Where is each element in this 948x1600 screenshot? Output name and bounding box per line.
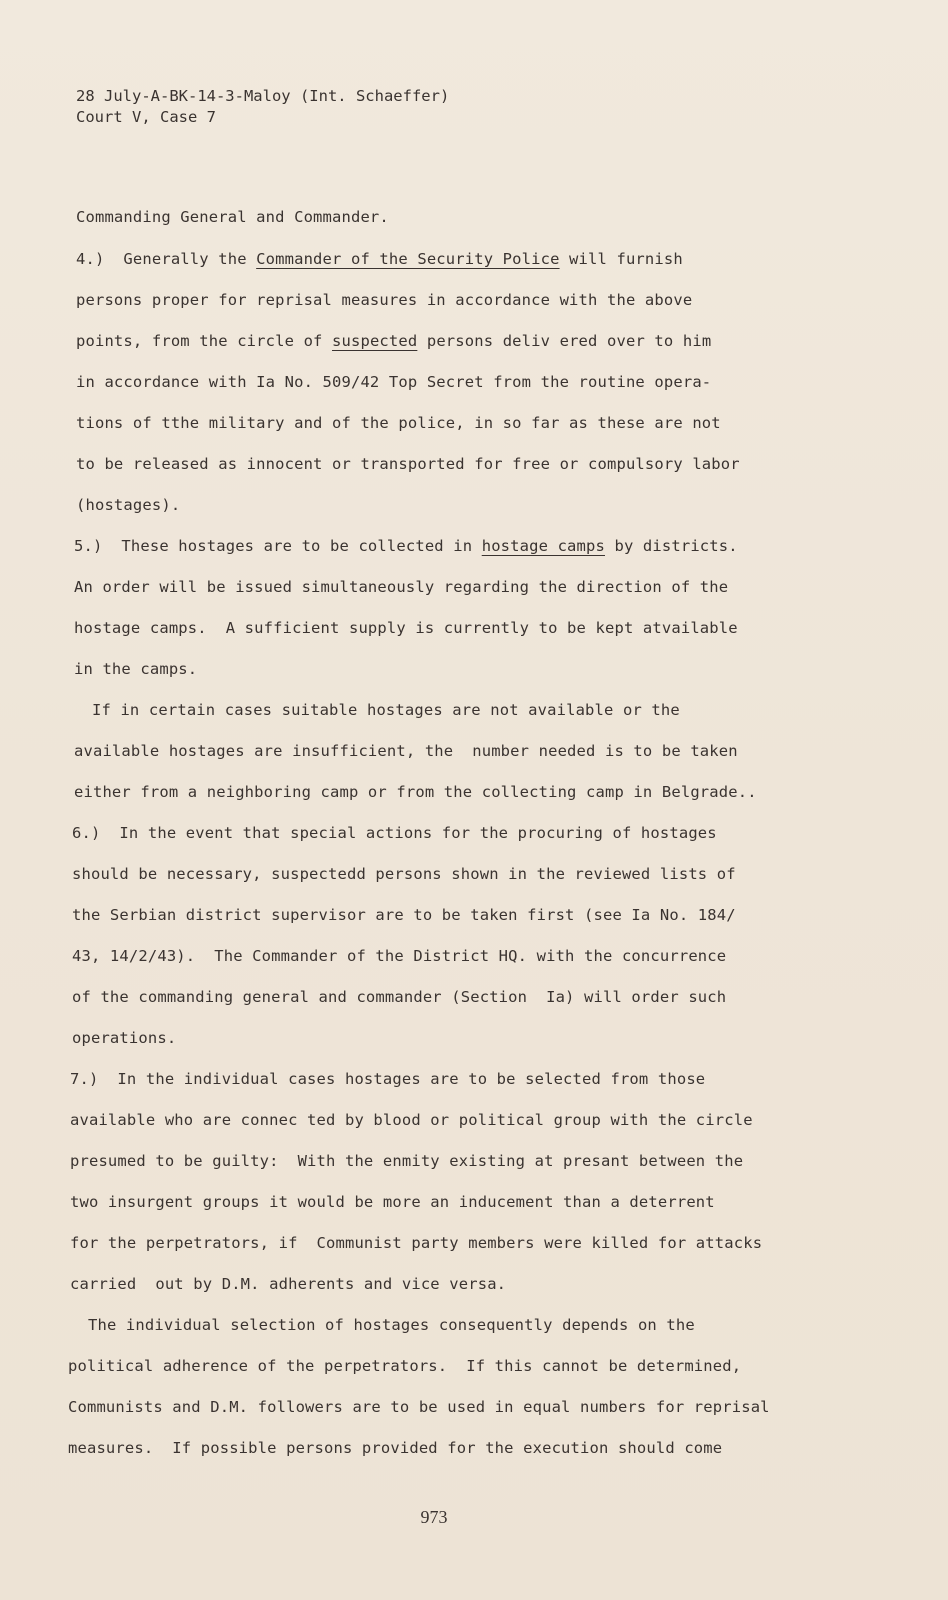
page-number: 973 <box>420 1507 448 1527</box>
document-header <box>76 86 449 128</box>
text-segment: 4.) Generally the <box>76 250 257 268</box>
text-line: If in certain cases suitable hostages are not available or the <box>92 701 680 719</box>
text-line: of the commanding general and commander (Section Ia) will order such <box>72 988 727 1006</box>
text-line: The individual selection of hostages consequently depends on the <box>88 1316 695 1334</box>
header-court-case: Court V, Case 7 <box>76 108 216 126</box>
text-line: in the camps. <box>74 660 198 678</box>
text-line: two insurgent groups it would be more an inducement than a deterrent <box>70 1193 715 1211</box>
text-segment: 5.) These hostages are to be collected in <box>74 537 482 555</box>
text-line: presumed to be guilty: With the enmity existing at presant between the <box>70 1152 744 1170</box>
text-line: political adherence of the perpetrators. If this cannot be determined, <box>68 1357 742 1375</box>
text-line: carried out by D.M. adherents and vice versa. <box>70 1275 507 1293</box>
underlined-phrase: suspected <box>332 332 418 350</box>
text-line-paragraph-7: 7.) In the individual cases hostages are to be selected from those <box>70 1070 706 1088</box>
text-line: should be necessary, suspectedd persons shown in the reviewed lists of <box>72 865 736 883</box>
text-line-paragraph-6: 6.) In the event that special actions for the procuring of hostages <box>72 824 717 842</box>
text-segment: persons deliv ered over to him <box>417 332 712 350</box>
text-line: 43, 14/2/43). The Commander of the District HQ. with the concurrence <box>72 947 727 965</box>
text-line <box>76 332 711 350</box>
text-line: measures. If possible persons provided for the execution should come <box>68 1439 723 1457</box>
text-segment: will furnish <box>559 250 683 268</box>
text-line: available hostages are insufficient, the number needed is to be taken <box>74 742 738 760</box>
text-line-paragraph-5 <box>74 537 738 555</box>
text-line: for the perpetrators, if Communist party members were killed for attacks <box>70 1234 763 1252</box>
text-line: either from a neighboring camp or from the collecting camp in Belgrade.. <box>74 783 757 801</box>
text-segment: points, from the circle of <box>76 332 333 350</box>
underlined-phrase: Commander of the Security Police <box>256 250 560 268</box>
text-segment: by districts. <box>604 537 738 555</box>
text-line: to be released as innocent or transported for free or compulsory labor <box>76 455 740 473</box>
text-line: (hostages). <box>76 496 181 514</box>
text-line: Communists and D.M. followers are to be used in equal numbers for reprisal <box>68 1398 770 1416</box>
text-line: operations. <box>72 1029 177 1047</box>
text-line: hostage camps. A sufficient supply is currently to be kept atvailable <box>74 619 738 637</box>
underlined-phrase: hostage camps <box>481 537 605 555</box>
text-line: available who are connec ted by blood or political group with the circle <box>70 1111 753 1129</box>
text-line: persons proper for reprisal measures in accordance with the above <box>76 291 693 309</box>
text-line: tions of tthe military and of the police, in so far as these are not <box>76 414 721 432</box>
text-line: in accordance with Ia No. 509/42 Top Secret from the routine opera- <box>76 373 712 391</box>
text-line-paragraph-4 <box>76 250 683 268</box>
header-case-reference: 28 July-A-BK-14-3-Maloy (Int. Schaeffer) <box>76 87 450 105</box>
text-line: Commanding General and Commander. <box>76 208 389 226</box>
text-line: the Serbian district supervisor are to be taken first (see Ia No. 184/ <box>72 906 736 924</box>
text-line: An order will be issued simultaneously regarding the direction of the <box>74 578 729 596</box>
